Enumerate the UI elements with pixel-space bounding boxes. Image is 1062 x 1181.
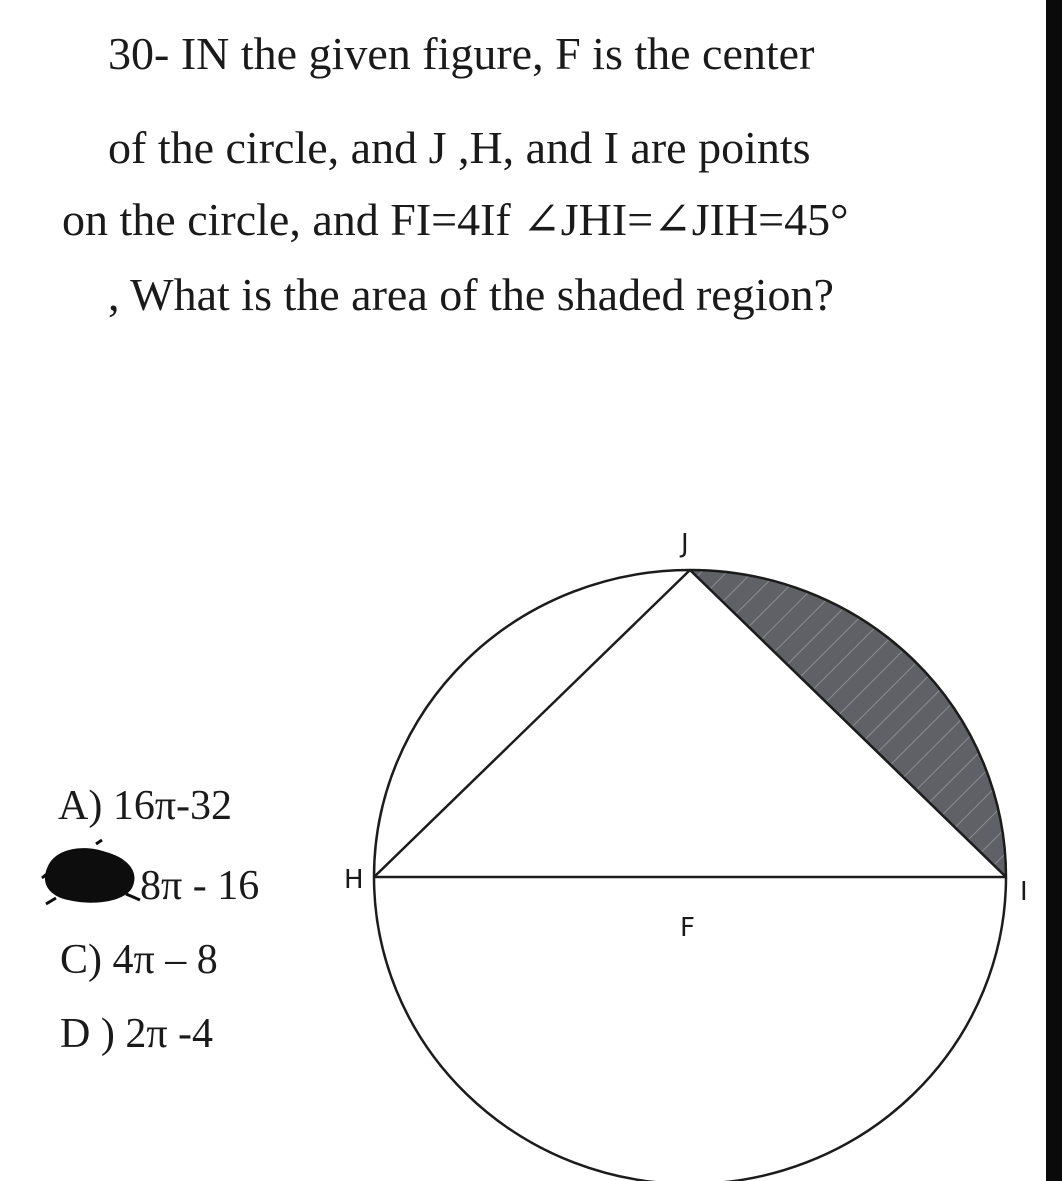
label-j: J (681, 529, 689, 559)
question-line-3: on the circle, and FI=4If ∠JHI=∠JIH=45° (62, 194, 849, 245)
label-f: F (680, 913, 695, 943)
option-b[interactable]: 8π - 16 (140, 863, 260, 909)
option-a[interactable]: A) 16π-32 (58, 783, 233, 829)
question-line-1: 30- IN the given figure, F is the center (108, 28, 815, 79)
label-h: H (344, 865, 364, 895)
label-i: I (1020, 877, 1028, 907)
chord-hj (374, 570, 690, 877)
question-line-2: of the circle, and J ,H, and I are points (108, 122, 811, 173)
option-d[interactable]: D ) 2π -4 (60, 1011, 214, 1057)
question-line-4: , What is the area of the shaded region? (108, 269, 834, 320)
option-c[interactable]: C) 4π – 8 (60, 937, 218, 983)
